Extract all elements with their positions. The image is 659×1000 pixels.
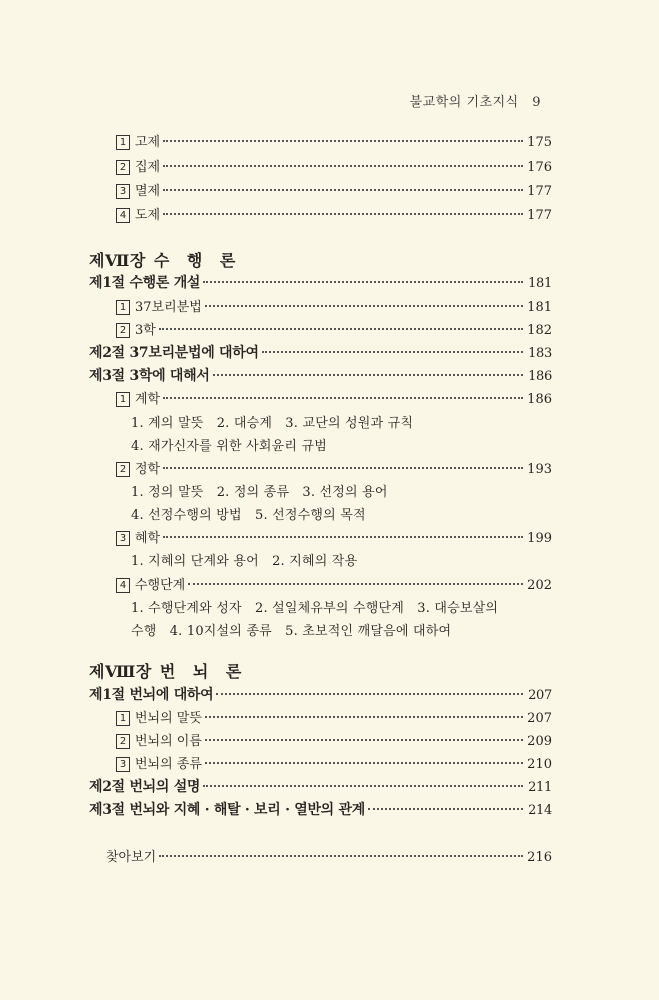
- item-number: 2: [116, 734, 130, 749]
- item-number: 3: [116, 757, 130, 772]
- item-label: 집제: [135, 160, 161, 175]
- dot-leader: [163, 213, 523, 215]
- toc-item[interactable]: [0, 730, 659, 750]
- dot-leader: [213, 374, 523, 376]
- section-label: 제3절 3학에 대해서: [89, 368, 210, 384]
- item-label: 37보리분법: [135, 300, 202, 315]
- page-number: 181: [527, 300, 552, 315]
- toc-item[interactable]: [0, 388, 659, 408]
- dot-leader: [163, 397, 523, 399]
- dot-leader: [203, 785, 523, 787]
- dot-leader: [205, 739, 523, 741]
- page-number: 175: [527, 135, 552, 150]
- dot-leader: [205, 305, 523, 307]
- page-number: 186: [527, 392, 552, 407]
- topic-line: 4. 재가신자를 위한 사회윤리 규범: [131, 439, 327, 454]
- page-number: 209: [527, 734, 552, 749]
- page-number: 216: [527, 850, 552, 865]
- dot-leader: [159, 328, 523, 330]
- topic-line: 1. 수행단계와 성자 2. 설일체유부의 수행단계 3. 대승보살의: [131, 601, 499, 616]
- page-number: 207: [528, 688, 552, 703]
- dot-leader: [163, 189, 523, 191]
- page-number: 210: [527, 757, 552, 772]
- page-number: 177: [527, 208, 552, 223]
- section-label: 제2절 번뇌의 설명: [89, 779, 201, 795]
- item-label: 번뇌의 말뜻: [135, 711, 202, 726]
- dot-leader: [216, 693, 523, 695]
- dot-leader: [203, 281, 523, 283]
- item-number: 1: [116, 300, 130, 315]
- toc-item[interactable]: [0, 180, 659, 200]
- toc-section[interactable]: [0, 684, 659, 704]
- page-number: 211: [528, 780, 552, 795]
- item-number: 1: [116, 392, 130, 407]
- chapter-title: [89, 659, 247, 682]
- item-label: 혜학: [135, 531, 161, 546]
- page-number: 207: [527, 711, 552, 726]
- toc-section[interactable]: [0, 365, 659, 385]
- topic-line: 1. 지혜의 단계와 용어 2. 지혜의 작용: [131, 554, 358, 569]
- toc-section[interactable]: [0, 342, 659, 362]
- item-label: 도제: [135, 208, 161, 223]
- toc-item[interactable]: [0, 753, 659, 773]
- item-number: 1: [116, 135, 130, 150]
- page-number: 177: [527, 184, 552, 199]
- topic-line: 수행 4. 10지설의 종류 5. 초보적인 깨달음에 대하여: [131, 624, 452, 639]
- dot-leader: [163, 536, 523, 538]
- item-label: 멸제: [135, 184, 161, 199]
- item-number: 4: [116, 578, 130, 593]
- item-label: 번뇌의 이름: [135, 734, 202, 749]
- dot-leader: [368, 808, 523, 810]
- toc-item[interactable]: [0, 527, 659, 547]
- topic-line: 1. 계의 말뜻 2. 대승계 3. 교단의 성원과 규칙: [131, 416, 414, 431]
- toc-item[interactable]: [0, 131, 659, 151]
- toc-section[interactable]: [0, 799, 659, 819]
- item-number: 3: [116, 531, 130, 546]
- item-number: 3: [116, 184, 130, 199]
- toc-item[interactable]: [0, 296, 659, 316]
- item-number: 1: [116, 711, 130, 726]
- chapter-name: 번 뇌 론: [159, 662, 248, 681]
- topic-line: 4. 선정수행의 방법 5. 선정수행의 목적: [131, 508, 366, 523]
- toc-section[interactable]: [0, 776, 659, 796]
- toc-item[interactable]: [0, 204, 659, 224]
- item-label: 고제: [135, 135, 161, 150]
- toc-item[interactable]: [0, 707, 659, 727]
- page-number: 176: [527, 160, 552, 175]
- item-number: 2: [116, 323, 130, 338]
- toc-item[interactable]: [0, 574, 659, 594]
- page-number: 181: [528, 276, 552, 291]
- item-label: 정학: [135, 462, 161, 477]
- toc-section[interactable]: [0, 272, 659, 292]
- section-label: 제1절 수행론 개설: [89, 275, 201, 291]
- topic-line: 1. 정의 말뜻 2. 정의 종류 3. 선정의 용어: [131, 485, 388, 500]
- section-label: 제3절 번뇌와 지혜 · 해탈 · 보리 · 열반의 관계: [89, 802, 365, 818]
- item-label: 계학: [135, 392, 161, 407]
- chapter-number: 제Ⅶ장: [89, 251, 146, 270]
- section-label: 제1절 번뇌에 대하여: [89, 687, 214, 703]
- index-label: 찾아보기: [106, 850, 157, 865]
- toc-index[interactable]: [0, 846, 659, 865]
- dot-leader: [163, 140, 523, 142]
- section-label: 제2절 37보리분법에 대하여: [89, 345, 259, 361]
- dot-leader: [262, 351, 523, 353]
- dot-leader: [188, 583, 523, 585]
- page-number: 186: [528, 369, 552, 384]
- chapter-number: 제Ⅷ장: [89, 662, 152, 681]
- page-number: 202: [527, 578, 552, 593]
- item-number: 2: [116, 160, 130, 175]
- toc-item[interactable]: [0, 458, 659, 478]
- page-number: 214: [528, 803, 552, 818]
- dot-leader: [205, 762, 523, 764]
- dot-leader: [163, 165, 523, 167]
- page-number: 182: [527, 323, 552, 338]
- item-label: 3학: [135, 323, 156, 338]
- page-number: 183: [528, 346, 552, 361]
- running-header: 불교학의 기초지식 9: [409, 95, 541, 110]
- dot-leader: [205, 716, 523, 718]
- dot-leader: [159, 855, 523, 857]
- dot-leader: [163, 467, 523, 469]
- item-label: 수행단계: [135, 578, 186, 593]
- item-number: 2: [116, 462, 130, 477]
- item-number: 4: [116, 208, 130, 223]
- item-label: 번뇌의 종류: [135, 757, 202, 772]
- chapter-name: 수 행 론: [153, 251, 242, 270]
- toc-item[interactable]: [0, 319, 659, 339]
- toc-item[interactable]: [0, 156, 659, 176]
- chapter-title: [89, 248, 241, 271]
- page-number: 199: [527, 531, 552, 546]
- page-number: 193: [527, 462, 552, 477]
